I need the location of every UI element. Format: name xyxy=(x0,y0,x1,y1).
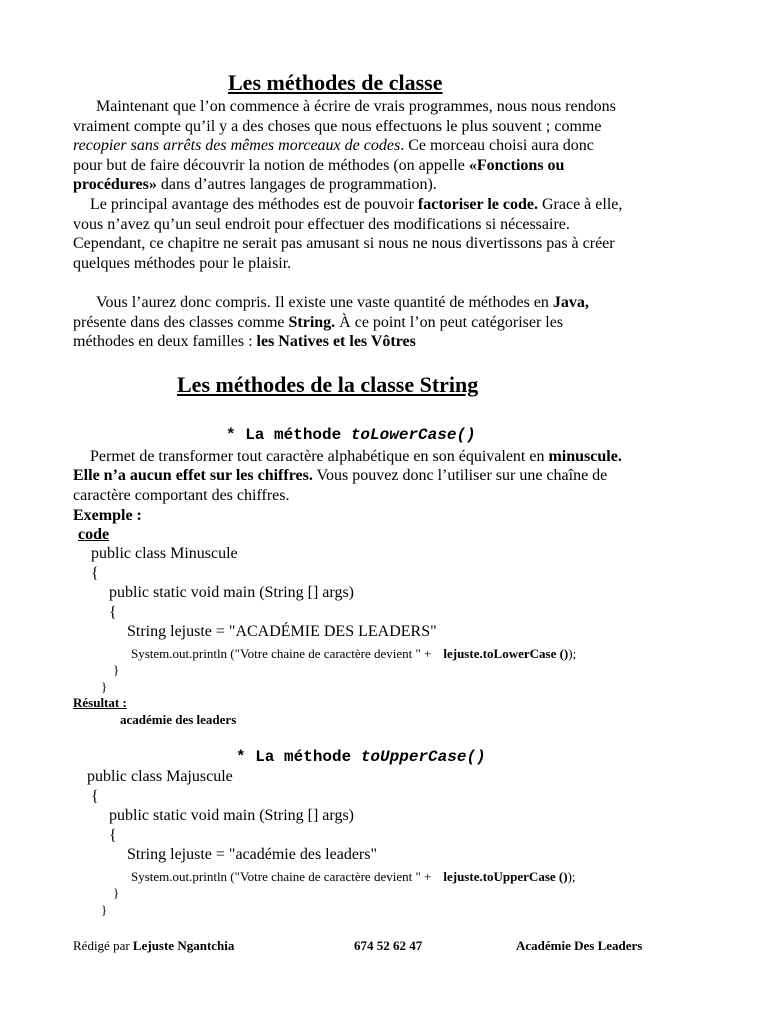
para3-line2-bold: String. xyxy=(288,314,336,331)
code-line: } xyxy=(113,662,120,677)
code-println: System.out.println ("Votre chaine de caractère devient " + xyxy=(131,646,432,661)
code-line: { xyxy=(91,788,99,805)
para2-line2: vous n’avez qu’un seul endroit pour effectuer des modifications si nécessaire. xyxy=(73,216,570,233)
example-label: Exemple : xyxy=(73,507,142,524)
para1-line4-text: pour but de faire découvrir la notion de méthodes (on appelle xyxy=(73,157,469,174)
para1-line4 xyxy=(73,156,564,176)
section1-line2-bold: Elle n’a aucun effet sur les chiffres. xyxy=(73,467,313,484)
result-label: Résultat : xyxy=(73,695,127,710)
method-heading-uppercase-prefix: * La méthode xyxy=(236,748,361,766)
para2-line1-text: Le principal avantage des méthodes est de pouvoir xyxy=(90,196,418,213)
para1-line1: Maintenant que l’on commence à écrire de vrais programmes, nous nous rendons xyxy=(96,98,616,115)
footer-author xyxy=(73,938,234,954)
code-line xyxy=(131,869,576,885)
para1-line3-rest: . Ce morceau choisi aura donc xyxy=(400,137,594,154)
section1-line1-bold: minuscule. xyxy=(548,448,622,465)
section1-line1 xyxy=(90,447,622,467)
code-line: public static void main (String [] args) xyxy=(109,584,354,601)
code-line xyxy=(131,646,576,662)
para2-line1-rest: Grace à elle, xyxy=(537,196,623,213)
para3-line3-text: méthodes en deux familles : xyxy=(73,333,257,350)
para3-line2-rest: À ce point l’on peut catégoriser les xyxy=(335,314,564,331)
section1-line2-rest: Vous pouvez donc l’utiliser sur une chaîne de xyxy=(312,467,608,484)
footer-author-prefix: Rédigé par xyxy=(73,938,133,953)
code-method-call: lejuste.toLowerCase () xyxy=(443,646,569,661)
method-heading-lowercase-name: toLowerCase() xyxy=(350,426,476,444)
para1-line5-bold: procédures» xyxy=(73,176,157,193)
code-line: String lejuste = "académie des leaders" xyxy=(127,846,377,863)
para1-italic-phrase: recopier sans arrêts des mêmes morceaux de codes xyxy=(73,137,401,154)
para2-line1 xyxy=(90,195,622,215)
footer-author-name: Lejuste Ngantchia xyxy=(132,938,235,953)
code-line: { xyxy=(109,827,117,844)
para1-line5 xyxy=(73,175,437,195)
footer-org: Académie Des Leaders xyxy=(516,938,643,953)
para3-line2-text: présente dans des classes comme xyxy=(73,314,289,331)
para3-line1-text: Vous l’aurez donc compris. Il existe une vaste quantité de méthodes en xyxy=(96,294,553,311)
para2-line1-bold: factoriser le code. xyxy=(417,196,538,213)
code-line-end: ); xyxy=(567,869,576,884)
para2-line3: Cependant, ce chapitre ne serait pas amusant si nous ne nous divertissons pas à créer xyxy=(73,235,615,252)
code-line: String lejuste = "ACADÉMIE DES LEADERS" xyxy=(127,623,437,640)
method-heading-uppercase xyxy=(236,748,486,766)
method-heading-lowercase xyxy=(226,426,476,444)
code-line: } xyxy=(101,679,108,694)
para3-line2 xyxy=(73,313,563,333)
para3-line1 xyxy=(96,293,589,313)
code-line-end: ); xyxy=(568,646,577,661)
code-line: { xyxy=(109,604,117,621)
para2-line4: quelques méthodes pour le plaisir. xyxy=(73,255,292,272)
code-println: System.out.println ("Votre chaine de caractère devient " + xyxy=(131,869,432,884)
method-heading-lowercase-prefix: * La méthode xyxy=(226,426,351,444)
para1-line2: vraiment compte qu’il y a des choses que nous effectuons le plus souvent ; comme xyxy=(73,118,602,135)
code-line: public static void main (String [] args) xyxy=(109,807,354,824)
para1-line5-rest: dans d’autres langages de programmation). xyxy=(156,176,437,193)
para3-line3 xyxy=(73,332,416,352)
para1-line3 xyxy=(73,136,594,156)
section1-line1-text: Permet de transformer tout caractère alphabétique en son équivalent en xyxy=(90,448,549,465)
para1-line4-bold: «Fonctions ou xyxy=(468,157,565,174)
para3-line1-bold: Java, xyxy=(552,294,589,311)
footer-phone: 674 52 62 47 xyxy=(354,938,423,953)
code-line: { xyxy=(91,565,99,582)
code-line: public class Minuscule xyxy=(91,545,238,562)
page-title: Les méthodes de classe xyxy=(228,70,443,95)
code-label: code xyxy=(78,526,110,543)
code-line: public class Majuscule xyxy=(87,768,233,785)
method-heading-uppercase-name: toUpperCase() xyxy=(360,748,486,766)
code-method-call: lejuste.toUpperCase () xyxy=(443,869,568,884)
code-line: } xyxy=(101,902,108,917)
code-line: } xyxy=(113,885,120,900)
section-title: Les méthodes de la classe String xyxy=(177,372,479,397)
para3-line3-bold: les Natives et les Vôtres xyxy=(256,333,416,350)
section1-line3: caractère comportant des chiffres. xyxy=(73,487,290,504)
section1-line2 xyxy=(73,466,607,486)
result-value: académie des leaders xyxy=(120,712,237,727)
